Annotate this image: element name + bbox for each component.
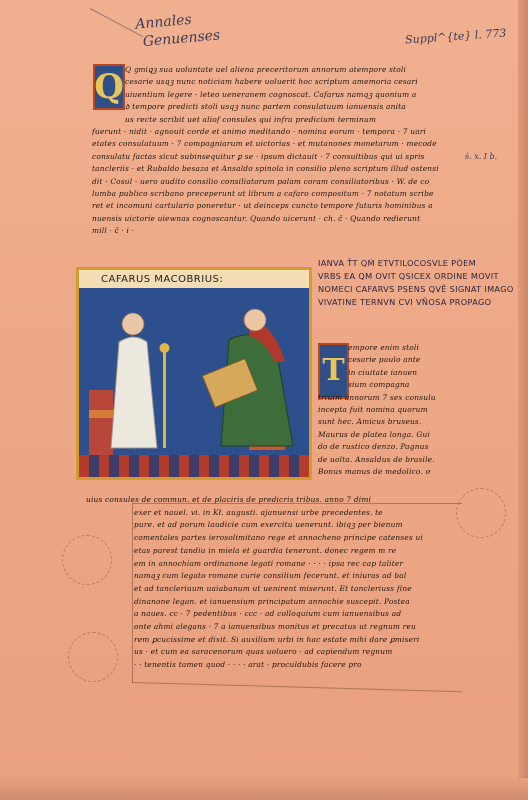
text-block-intro [92,64,465,238]
text-line: sium compagna [348,380,410,390]
text-line: etates consulatuum · 7 compagniarum et uictorias · et mutanones monetarum · mecode [92,139,437,149]
text-line: Q ꝯmiꝗꝫ sua uoluntate uel aliena preceritorum annorum atempore stoli [125,65,407,74]
initial-o-letter: Q [94,67,124,107]
monk-head [122,313,144,335]
text-line: em in annochiam ordinanone legati romane · · · · ipsa rec cap taliter [134,558,404,568]
text-line: in ciuitate ianuen [348,367,418,377]
text-line: de uolta. Ansaldus de brasile. [318,454,435,464]
monk-staff [163,348,166,448]
text-line: Maurus de platea longa. Gui [318,429,431,439]
title-line-1: Annales [134,11,193,33]
text-line: ret et incomuni cartulario poneretur · ut deinceps cuncto tempore futuris hominibus a [92,201,433,211]
text-line: nuensis uictorie uiewnas cognoscantur. Quando uicerunt · ch. č · Quando redierunt [92,213,421,223]
text-line: empore enim stoli [348,343,420,352]
margin-note: ṡ. x. I b. [465,152,498,161]
text-line: uiuentium legere · leteo ueneranem cognoscat. Cafarus namqꝫ quonium a [125,89,417,99]
text-line: consulatu factas sicut subinsequitur ꝑ se · ipsum dictauit · 7 consultibus qui ui spris [92,151,425,161]
text-line: · · tenentis tamen quod · · · · arat · proculdubis facere pro [134,660,362,670]
text-line: onte ahmi alegans · 7 a ianuensibus monitus et precatus ut regnum reu [134,622,416,632]
text-line: us recte scribit uet aliof consules qui infra predicium terminum [125,114,377,124]
verse-line: VRBS EA QM OVIT QSICEX ORDINE MOVIT [318,271,499,281]
reference-note: Suppl^{te} l. 773 [404,26,507,47]
text-line: fuerunt · nidit · agnouit corde et animo meditando · nomina eorum · tempora · 7 uari [92,127,427,137]
verse-heading [318,257,518,309]
page-edge-right [518,0,528,800]
text-line: incepta fuit nomina quorum [318,405,428,415]
text-line: ꝺ tempore predicti stoli usqꝫ nunc partem consulatuum ianuensis anita [125,102,406,112]
text-line: triuim annorum 7 sex consulu [318,392,436,402]
text-line: dit · Cosul · uero audito consilio consiliatorum palam coram consiliatoribus · W. de co [92,176,430,186]
miniature-illustration [76,267,312,480]
text-line: cesarie paulo ante [348,355,421,365]
monk-robe [111,337,157,448]
text-line: pure. et ad porum laudicie cum exercitu uenerunt. ibiqꝫ per bienum [134,520,403,530]
text-line: tancleriis · et Rubaldo besaza et Ansaldo spinola in consilio pleno scriptum illud ostensi [92,164,439,174]
text-line: exer et nauel. vi. in Kł. augusti. ajanuensi urbe precedentes. te [134,507,383,517]
text-line: comentales partes ierosolimitano rege et annocheno principe catenses ui [134,533,424,543]
text-block-lower [86,494,460,672]
text-line: mill · č · i · [92,226,135,236]
text-line: us · et cum ea saracenorum quas uoluero · ad capiendum regnum [134,647,393,657]
text-line: do de rustico denzo. Pagnus [318,442,429,452]
text-line: etas parest tandiu in miela et guardia tenerunt. donec regem m re [134,545,397,555]
illuminated-initial-o [93,64,125,110]
verse-line: IANVA T̃T QḾ ETVTILOCOSVLE PÓEM [318,258,476,268]
text-line: rem ꝑcucissime et dixit. Si auxilium urbi in hac estate mihi dare ꝑmiseri [134,634,420,644]
text-line: Bonus manus de medolico. ơ [318,467,431,477]
verse-line: NOMECI CAFARVS PSENS QVẼ SIGNAT IMAGO [318,284,514,294]
handwritten-title [135,8,221,51]
stamp-mark-right [456,488,506,538]
miniature-caption: CAFARUS MACOBRIUS: [79,270,309,288]
text-line: a naues. cc · 7 pedentibus · ccc · ad colloquium cum ianuensibus ad [134,609,402,619]
chair-left [89,390,113,460]
text-line: et ad tancleriuum uaiabanum ut uenirent miserunt. Et tancleriuss fine [134,583,412,593]
miniature-floor [79,455,309,477]
text-line: lumba publico scribano preceperunt ut librum a cafaro compositum · 7 notatum scribe [92,189,434,199]
verse-line: VIVATINE TERNVN CVI VÑOSA PROPAGO [318,297,492,307]
text-line: sunt hec. Amicus bruseus. [318,417,422,427]
text-line: namqꝫ cum legato romane curie consilium fecerunt. et iniuras ad bal [134,571,407,581]
initial-t-letter: T [322,353,345,388]
page-edge-bottom [0,778,528,800]
scribe-head [244,309,266,331]
miniature-scene [79,270,309,477]
text-line: uius consules de commun. et de placiris de predicris tribus. anno 7 dimi [86,495,372,504]
text-line: cesarie usqꝫ nunc noticiam habere uoluerit hoc scriptum amemoria cesari [125,77,418,87]
text-line: dinanone legan. et ianuensium principatum annochie suscepit. Postea [134,596,410,606]
text-block-column [318,342,498,478]
title-line-2: Genuenses [142,27,221,51]
illuminated-initial-t [318,343,349,399]
staff-top [160,343,170,353]
